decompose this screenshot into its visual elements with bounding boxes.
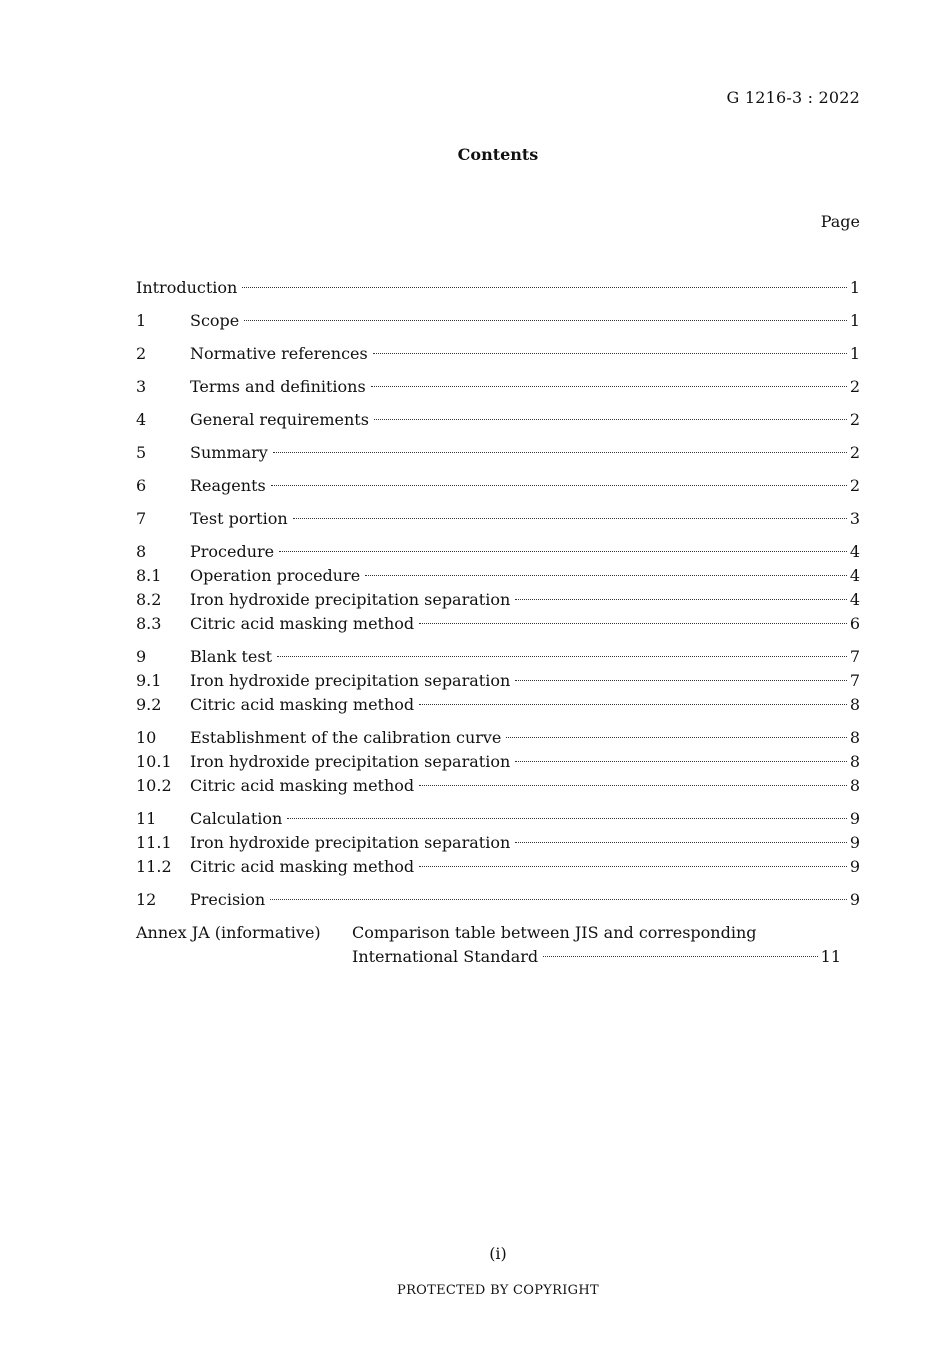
toc-entry[interactable] xyxy=(136,408,860,432)
dot-leader xyxy=(374,419,847,420)
toc-entry-page: 2 xyxy=(849,476,860,495)
toc-group xyxy=(136,309,860,333)
toc-entry-title: Citric acid masking method xyxy=(190,614,415,633)
toc-sections xyxy=(136,309,860,912)
toc-entry-page: 8 xyxy=(849,752,860,771)
toc-entry-title: Citric acid masking method xyxy=(190,776,415,795)
dot-leader xyxy=(515,842,847,843)
toc-entry-title: Establishment of the calibration curve xyxy=(190,728,502,747)
toc-entry-page: 8 xyxy=(849,776,860,795)
toc-group xyxy=(136,540,860,636)
toc-group xyxy=(136,441,860,465)
toc-entry-title: General requirements xyxy=(190,410,369,429)
annex-title-line-1: Comparison table between JIS and corresponding xyxy=(352,923,757,942)
toc-entry[interactable] xyxy=(136,375,860,399)
toc-entry-number: 8 xyxy=(136,542,147,561)
toc-entry-page: 6 xyxy=(849,614,860,633)
toc-entry-page: 2 xyxy=(849,377,860,396)
toc-entry-number: 8.2 xyxy=(136,590,162,609)
toc-entry-number: 6 xyxy=(136,476,147,495)
toc-entry-page: 8 xyxy=(849,728,860,747)
toc-group xyxy=(136,807,860,879)
dot-leader xyxy=(515,761,847,762)
toc-entry-page: 11 xyxy=(820,947,841,966)
toc-entry[interactable] xyxy=(136,774,860,798)
toc-entry-number: 9.2 xyxy=(136,695,162,714)
toc-entry-number: 4 xyxy=(136,410,147,429)
toc-entry-title: Iron hydroxide precipitation separation xyxy=(190,752,511,771)
contents-heading: Contents xyxy=(457,145,539,164)
toc-entry[interactable] xyxy=(136,888,860,912)
toc-group xyxy=(136,645,860,717)
toc-entry-number: 3 xyxy=(136,377,147,396)
toc-entry-number: 12 xyxy=(136,890,157,909)
toc-entry-page: 7 xyxy=(849,647,860,666)
page-number: (i) xyxy=(489,1244,507,1263)
toc-entry[interactable] xyxy=(136,693,860,717)
dot-leader xyxy=(419,623,847,624)
annex-label: Annex JA (informative) xyxy=(136,923,321,942)
toc-entry-title: Citric acid masking method xyxy=(190,857,415,876)
toc-entry-introduction[interactable] xyxy=(136,276,860,300)
toc-entry-title: Operation procedure xyxy=(190,566,361,585)
toc-group xyxy=(136,726,860,798)
dot-leader xyxy=(419,866,847,867)
toc-entry[interactable] xyxy=(136,588,860,612)
toc-group xyxy=(136,342,860,366)
toc-entry-page: 4 xyxy=(849,542,860,561)
toc-entry-page: 4 xyxy=(849,566,860,585)
dot-leader xyxy=(515,599,847,600)
annex-body xyxy=(352,921,841,969)
toc-entry[interactable] xyxy=(136,540,860,564)
toc-entry-number: 11 xyxy=(136,809,157,828)
toc-group xyxy=(136,375,860,399)
toc-entry-number: 10 xyxy=(136,728,157,747)
dot-leader xyxy=(419,704,847,705)
toc-entry-title: Introduction xyxy=(136,278,238,297)
toc-entry-number: 9 xyxy=(136,647,147,666)
toc-entry-number: 11.2 xyxy=(136,857,172,876)
toc-entry[interactable] xyxy=(136,726,860,750)
toc-entry[interactable] xyxy=(136,807,860,831)
toc-entry-page: 4 xyxy=(849,590,860,609)
dot-leader xyxy=(371,386,847,387)
annex-title-line-2-row xyxy=(352,945,841,969)
toc-entry-page: 9 xyxy=(849,890,860,909)
dot-leader xyxy=(273,452,847,453)
dot-leader xyxy=(270,899,847,900)
toc-entry[interactable] xyxy=(136,564,860,588)
dot-leader xyxy=(277,656,847,657)
toc-entry-title: Iron hydroxide precipitation separation xyxy=(190,590,511,609)
toc-entry-page: 9 xyxy=(849,857,860,876)
toc-entry-page: 3 xyxy=(849,509,860,528)
toc-entry-page: 2 xyxy=(849,443,860,462)
toc-group xyxy=(136,888,860,912)
toc-entry-number: 8.3 xyxy=(136,614,162,633)
dot-leader xyxy=(293,518,847,519)
toc-entry-title: Iron hydroxide precipitation separation xyxy=(190,671,511,690)
toc-entry-title: Citric acid masking method xyxy=(190,695,415,714)
toc-entry[interactable] xyxy=(136,507,860,531)
toc-entry-number: 11.1 xyxy=(136,833,172,852)
toc-group xyxy=(136,408,860,432)
dot-leader xyxy=(365,575,847,576)
toc-entry[interactable] xyxy=(136,309,860,333)
toc-entry-title: Blank test xyxy=(190,647,273,666)
toc-entry[interactable] xyxy=(136,441,860,465)
dot-leader xyxy=(242,287,846,288)
toc-entry-title: Terms and definitions xyxy=(190,377,366,396)
toc-entry[interactable] xyxy=(136,342,860,366)
toc-entry-number: 2 xyxy=(136,344,147,363)
toc-entry-title: Summary xyxy=(190,443,268,462)
dot-leader xyxy=(287,818,847,819)
dot-leader xyxy=(279,551,847,552)
toc-entry[interactable] xyxy=(136,831,860,855)
toc-entry-page: 9 xyxy=(849,833,860,852)
dot-leader xyxy=(515,680,847,681)
toc-entry-title: Scope xyxy=(190,311,240,330)
toc-entry-number: 5 xyxy=(136,443,147,462)
toc-entry[interactable] xyxy=(136,612,860,636)
dot-leader xyxy=(373,353,847,354)
toc-entry-page: 9 xyxy=(849,809,860,828)
toc-entry-title: Iron hydroxide precipitation separation xyxy=(190,833,511,852)
toc-entry-title: Test portion xyxy=(190,509,288,528)
toc-entry-number: 1 xyxy=(136,311,147,330)
dot-leader xyxy=(543,956,817,957)
page-column-heading: Page xyxy=(820,212,860,231)
toc-entry-title: Procedure xyxy=(190,542,275,561)
toc-entry[interactable] xyxy=(136,669,860,693)
toc-entry-page: 7 xyxy=(849,671,860,690)
toc-entry[interactable] xyxy=(136,645,860,669)
toc-entry-annex-ja[interactable] xyxy=(136,921,860,969)
toc-entry[interactable] xyxy=(136,750,860,774)
dot-leader xyxy=(419,785,847,786)
dot-leader xyxy=(244,320,847,321)
toc-group xyxy=(136,276,860,300)
toc-entry-title: Normative references xyxy=(190,344,368,363)
toc-entry-title: Reagents xyxy=(190,476,266,495)
toc-entry-title: Calculation xyxy=(190,809,283,828)
toc-entry-number: 10.2 xyxy=(136,776,172,795)
toc-entry-number: 9.1 xyxy=(136,671,162,690)
toc-group xyxy=(136,474,860,498)
copyright-notice: PROTECTED BY COPYRIGHT xyxy=(397,1283,599,1298)
toc-entry-title: Precision xyxy=(190,890,266,909)
toc-entry-number: 8.1 xyxy=(136,566,162,585)
toc-entry[interactable] xyxy=(136,855,860,879)
table-of-contents xyxy=(136,276,860,969)
toc-entry-number: 7 xyxy=(136,509,147,528)
toc-entry-page: 2 xyxy=(849,410,860,429)
toc-entry-page: 1 xyxy=(849,311,860,330)
toc-entry[interactable] xyxy=(136,474,860,498)
toc-group xyxy=(136,507,860,531)
toc-entry-number: 10.1 xyxy=(136,752,172,771)
dot-leader xyxy=(271,485,847,486)
dot-leader xyxy=(506,737,846,738)
toc-entry-page: 1 xyxy=(849,344,860,363)
toc-entry-page: 1 xyxy=(849,278,860,297)
document-id: G 1216-3 : 2022 xyxy=(726,88,860,107)
annex-title-line-2: International Standard xyxy=(352,947,539,966)
toc-entry-page: 8 xyxy=(849,695,860,714)
